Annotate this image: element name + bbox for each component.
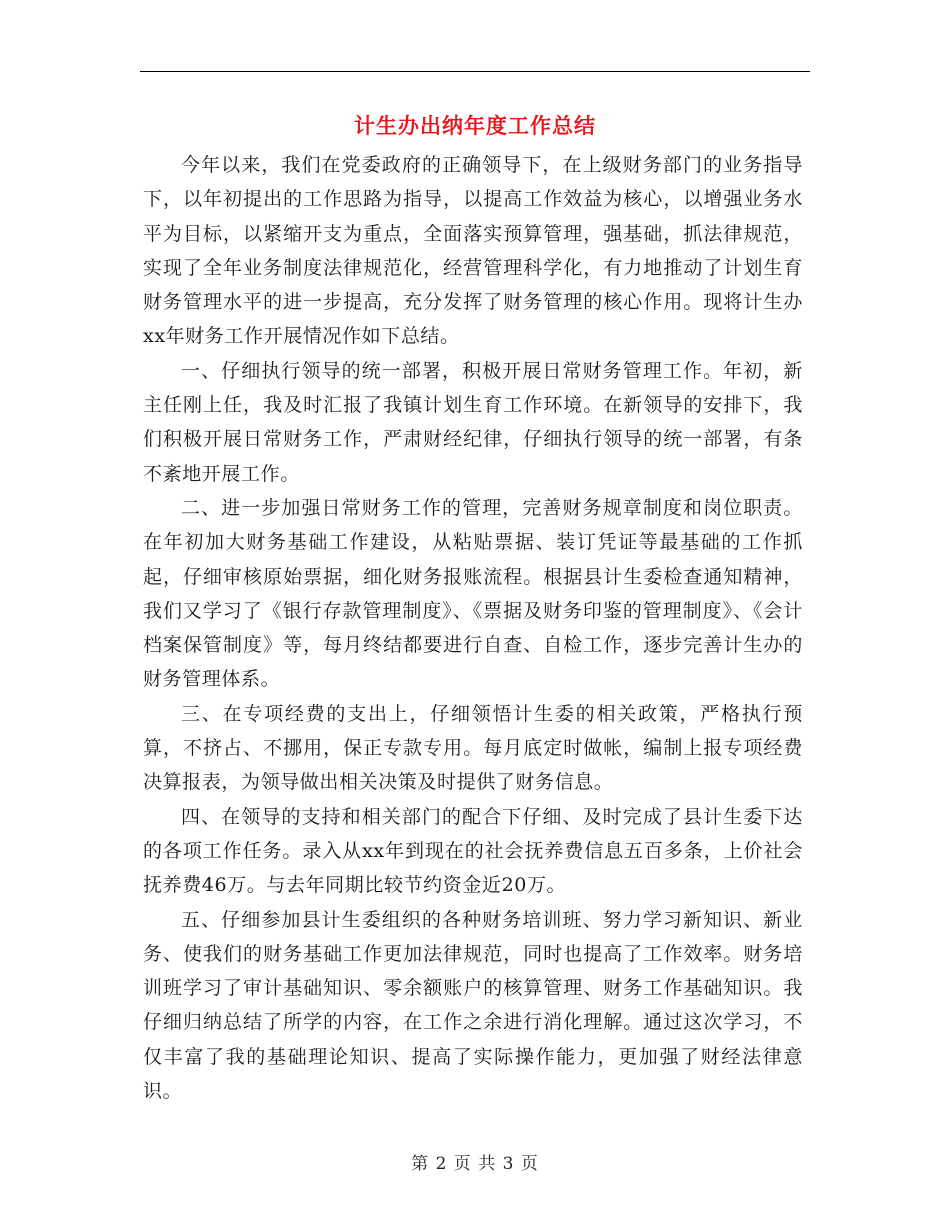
paragraph-section-4: 四、在领导的支持和相关部门的配合下仔细、及时完成了县计生委下达的各项工作任务。录入从xx年到现在的社会抚养费信息五百多条，上价社会抚养费46万。与去年同期比较节约资金近20万。 (143, 805, 803, 897)
paragraph-section-5: 五、仔细参加县计生委组织的各种财务培训班、努力学习新知识、新业务、使我们的财务基础工作更加法律规范，同时也提高了工作效率。财务培训班学习了审计基础知识、零余额账户的核算管理、财务工作基础知识。我仔细归纳总结了所学的内容，在工作之余进行消化理解。通过这次学习，不仅丰富了我的基础理论知识、提高了实际操作能力，更加强了财经法律意识。 (143, 908, 803, 1103)
document-body (143, 148, 803, 1108)
paragraph-section-2: 二、进一步加强日常财务工作的管理，完善财务规章制度和岗位职责。在年初加大财务基础工作建设，从粘贴票据、装订凭证等最基础的工作抓起，仔细审核原始票据，细化财务报账流程。根据县计生委检查通知精神，我们又学习了《银行存款管理制度》、《票据及财务印鉴的管理制度》、《会计档案保管制度》等，每月终结都要进行自查、自检工作，逐步完善计生办的财务管理体系。 (143, 496, 803, 691)
paragraph-section-3: 三、在专项经费的支出上，仔细领悟计生委的相关政策，严格执行预算，不挤占、不挪用，保正专款专用。每月底定时做帐，编制上报专项经费决算报表，为领导做出相关决策及时提供了财务信息。 (143, 702, 803, 794)
paragraph-section-1: 一、仔细执行领导的统一部署，积极开展日常财务管理工作。年初，新主任刚上任，我及时汇报了我镇计划生育工作环境。在新领导的安排下，我们积极开展日常财务工作，严肃财经纪律，仔细执行领导的统一部署，有条不紊地开展工作。 (143, 359, 803, 485)
page-number: 第 2 页 共 3 页 (411, 1154, 539, 1174)
document-title: 计生办出纳年度工作总结 (354, 113, 596, 138)
paragraph-intro: 今年以来，我们在党委政府的正确领导下，在上级财务部门的业务指导下，以年初提出的工作思路为指导，以提高工作效益为核心，以增强业务水平为目标，以紧缩开支为重点，全面落实预算管理，强基础，抓法律规范，实现了全年业务制度法律规范化，经营管理科学化，有力地推动了计划生育财务管理水平的进一步提高，充分发挥了财务管理的核心作用。现将计生办xx年财务工作开展情况作如下总结。 (143, 154, 803, 348)
header-rule (140, 71, 810, 72)
